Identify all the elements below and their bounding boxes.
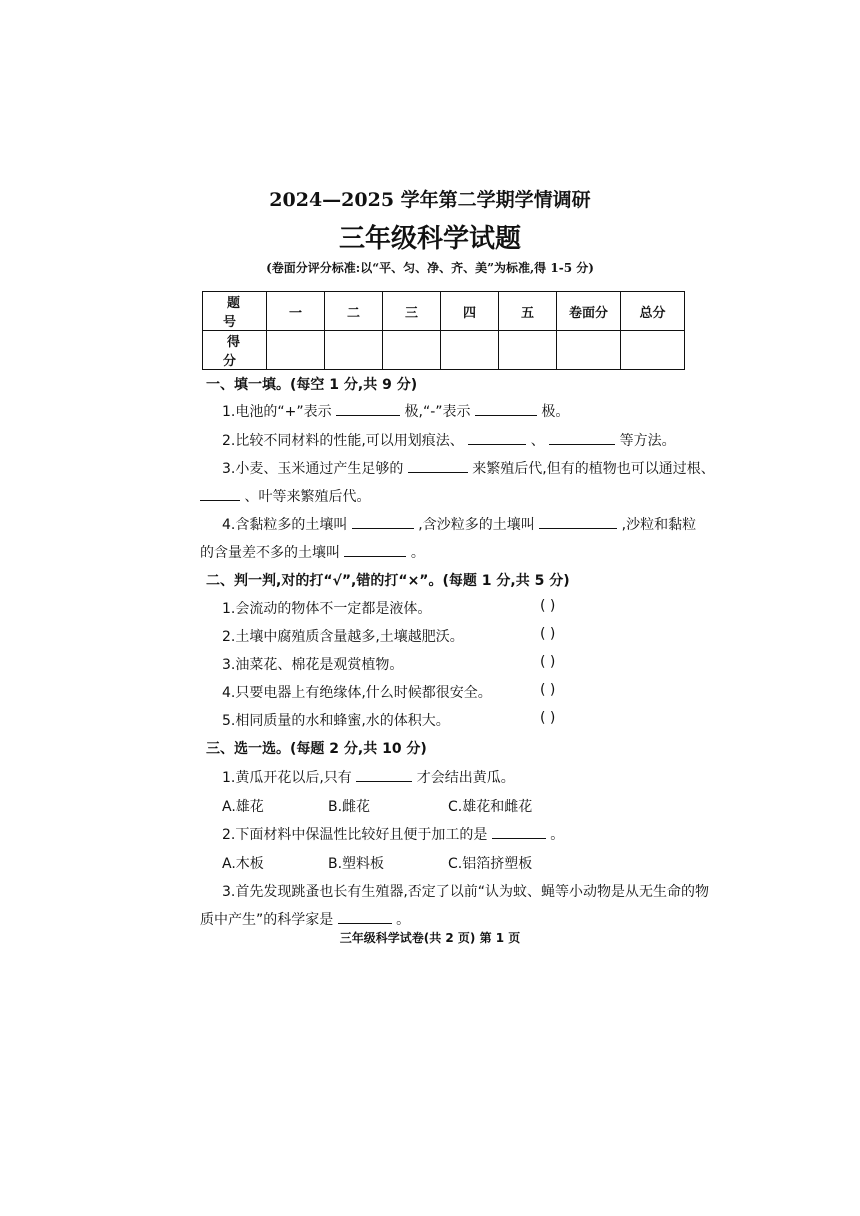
section2-heading: 二、判一判,对的打“√”,错的打“×”。(每题 1 分,共 5 分) (206, 573, 570, 589)
score-input-cell[interactable] (557, 331, 621, 370)
judge-item: 2.土壤中腐殖质含量越多,土壤越肥沃。 ( ) (222, 626, 556, 645)
score-table-cell: 总分 (621, 292, 685, 331)
question-1-3-cont: 、叶等来繁殖后代。 (200, 486, 370, 506)
answer-blank[interactable] (492, 826, 546, 839)
score-input-cell[interactable] (441, 331, 499, 370)
score-table-score-row (203, 331, 685, 370)
score-table-cell: 三 (383, 292, 441, 331)
question-1-4-cont: 的含量差不多的土壤叫 。 (200, 545, 425, 561)
judge-item: 5.相同质量的水和蜂蜜,水的体积大。 ( ) (222, 710, 556, 729)
option-b[interactable]: B.塑料板 (328, 856, 385, 872)
answer-parentheses[interactable]: ( ) (540, 626, 556, 642)
answer-blank[interactable] (539, 516, 617, 529)
page-footer: 三年级科学试卷(共 2 页) 第 1 页 (339, 931, 521, 945)
choice-question-3-cont: 质中产生”的科学家是 。 (200, 912, 411, 928)
option-a[interactable]: A.雄花 (222, 799, 264, 815)
score-input-cell[interactable] (383, 331, 441, 370)
score-table (202, 291, 685, 370)
answer-parentheses[interactable]: ( ) (540, 654, 556, 670)
score-table-cell: 四 (441, 292, 499, 331)
answer-parentheses[interactable]: ( ) (540, 710, 556, 726)
score-table-cell: 题 号 (203, 292, 267, 331)
score-table-cell: 二 (325, 292, 383, 331)
question-1-1: 1.电池的“+”表示 极,“-”表示 极。 (222, 404, 570, 420)
score-row-label: 得 分 (203, 331, 267, 370)
score-input-cell[interactable] (325, 331, 383, 370)
answer-blank[interactable] (475, 403, 537, 416)
answer-blank[interactable] (200, 488, 240, 501)
option-b[interactable]: B.雌花 (328, 799, 371, 815)
answer-blank[interactable] (356, 769, 412, 782)
judge-item: 4.只要电器上有绝缘体,什么时候都很安全。 ( ) (222, 682, 556, 701)
choice-options-1 (222, 796, 562, 816)
answer-blank[interactable] (338, 911, 392, 924)
option-c[interactable]: C.铝箔挤塑板 (448, 856, 533, 872)
question-1-2: 2.比较不同材料的性能,可以用划痕法、 、 等方法。 (222, 433, 676, 449)
choice-question-1: 1.黄瓜开花以后,只有 才会结出黄瓜。 (222, 770, 515, 786)
score-table-cell: 一 (267, 292, 325, 331)
grading-note: (卷面分评分标准:以“平、匀、净、齐、美”为标准,得 1-5 分) (266, 261, 594, 275)
score-input-cell[interactable] (499, 331, 557, 370)
score-input-cell[interactable] (267, 331, 325, 370)
option-c[interactable]: C.雄花和雌花 (448, 799, 533, 815)
answer-parentheses[interactable]: ( ) (540, 598, 556, 614)
score-table-cell: 五 (499, 292, 557, 331)
answer-blank[interactable] (468, 432, 526, 445)
answer-blank[interactable] (336, 403, 400, 416)
choice-question-2: 2.下面材料中保温性比较好且便于加工的是 。 (222, 827, 565, 843)
score-input-cell[interactable] (621, 331, 685, 370)
year-title: 2024—2025 学年第二学期学情调研 (269, 189, 591, 211)
exam-title: 三年级科学试题 (338, 224, 521, 254)
choice-question-3: 3.首先发现跳蚤也长有生殖器,否定了以前“认为蚊、蝇等小动物是从无生命的物 (222, 884, 710, 900)
option-a[interactable]: A.木板 (222, 856, 264, 872)
answer-blank[interactable] (344, 544, 406, 557)
answer-blank[interactable] (549, 432, 615, 445)
answer-parentheses[interactable]: ( ) (540, 682, 556, 698)
score-table-header-row (203, 292, 685, 331)
question-1-4: 4.含黏粒多的土壤叫 ,含沙粒多的土壤叫 ,沙粒和黏粒 (222, 517, 697, 533)
answer-blank[interactable] (408, 460, 468, 473)
score-table-cell: 卷面分 (557, 292, 621, 331)
judge-item: 1.会流动的物体不一定都是液体。 ( ) (222, 598, 556, 617)
choice-options-2 (222, 853, 562, 873)
question-1-3: 3.小麦、玉米通过产生足够的 来繁殖后代,但有的植物也可以通过根、 (222, 461, 715, 477)
judge-item: 3.油菜花、棉花是观赏植物。 ( ) (222, 654, 556, 673)
section1-heading: 一、填一填。(每空 1 分,共 9 分) (206, 377, 418, 393)
section3-heading: 三、选一选。(每题 2 分,共 10 分) (206, 741, 427, 757)
answer-blank[interactable] (352, 516, 414, 529)
